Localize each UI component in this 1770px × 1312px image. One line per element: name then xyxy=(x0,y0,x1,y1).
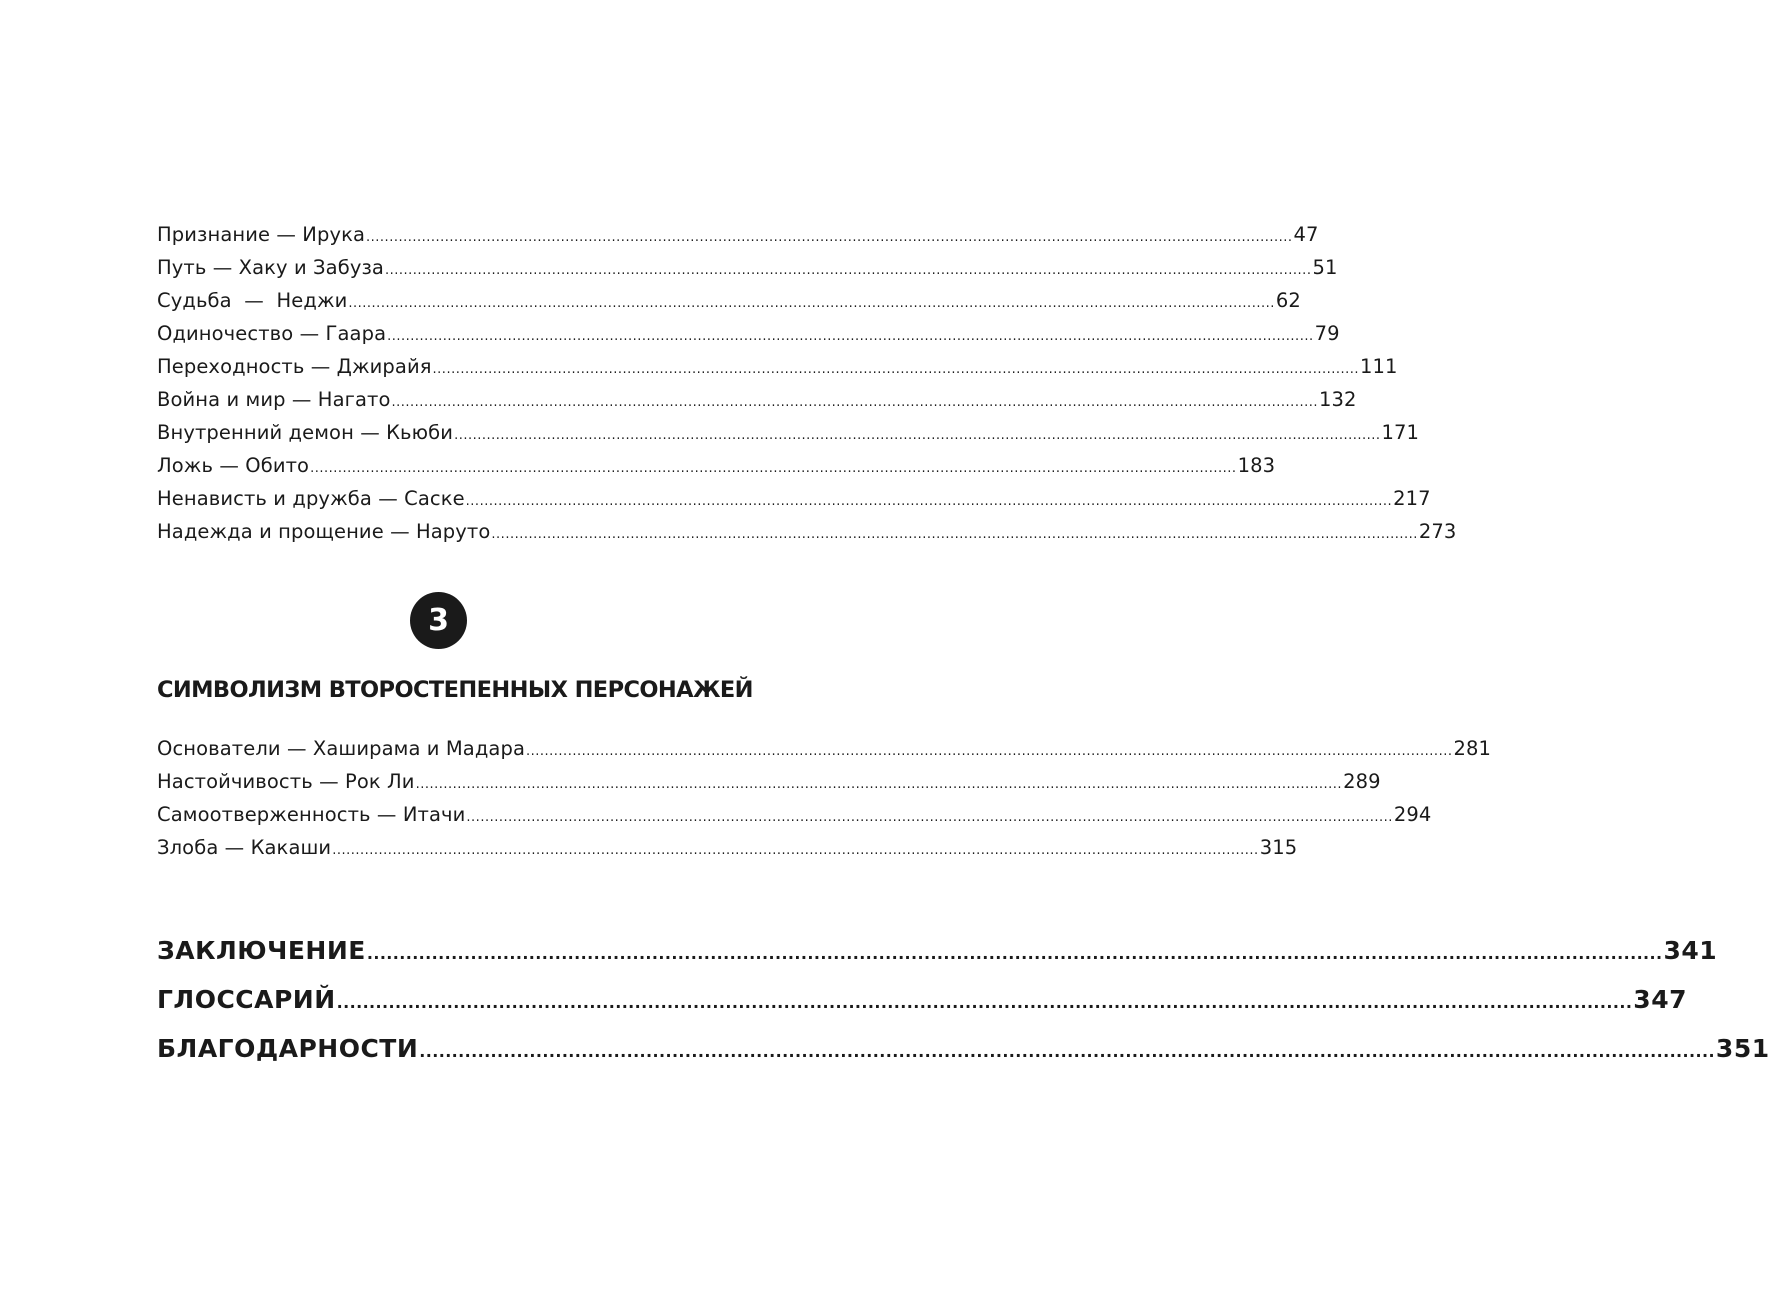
toc-entry-title: Внутренний демон — Кьюби xyxy=(157,421,454,444)
toc-entry-title: ГЛОССАРИЙ xyxy=(157,985,336,1014)
dot-leader: ........................................................................................................................................................................................................ xyxy=(419,1042,1715,1061)
toc-entry[interactable] xyxy=(157,317,1340,350)
toc-entry-page: 341 xyxy=(1663,936,1718,965)
dot-leader: ........................................................................................................................................................................................................ xyxy=(526,744,1453,759)
toc-entry-title: Основатели — Хаширама и Мадара xyxy=(157,737,525,760)
toc-entry[interactable] xyxy=(157,449,1276,482)
toc-entry-page: 217 xyxy=(1393,487,1431,510)
toc-entry[interactable] xyxy=(157,383,1357,416)
toc-entry-major[interactable] xyxy=(157,1024,1770,1073)
toc-entry-page: 273 xyxy=(1418,520,1457,543)
toc-entry-page: 347 xyxy=(1633,985,1687,1014)
toc-entry[interactable] xyxy=(157,251,1338,284)
toc-entry-page: 351 xyxy=(1715,1034,1770,1063)
toc-entry-title: Переходность — Джирайя xyxy=(157,355,432,378)
toc-entry-page: 62 xyxy=(1275,289,1301,312)
chapter-number: 3 xyxy=(428,603,449,638)
dot-leader: ........................................................................................................................................................................................................ xyxy=(387,329,1314,344)
toc-entry-title: Самоотверженность — Итачи xyxy=(157,803,466,826)
toc-entry-title: Надежда и прощение — Наруто xyxy=(157,520,491,543)
toc-entry[interactable] xyxy=(157,831,1298,864)
dot-leader: ........................................................................................................................................................................................................ xyxy=(310,461,1237,476)
toc-entry-page: 315 xyxy=(1259,836,1298,859)
toc-entry-title: Ненависть и дружба — Саске xyxy=(157,487,465,510)
dot-leader: ........................................................................................................................................................................................................ xyxy=(348,296,1275,311)
toc-entry[interactable] xyxy=(157,798,1432,831)
toc-entry-title: Злоба — Какаши xyxy=(157,836,332,859)
toc-entry[interactable] xyxy=(157,482,1431,515)
toc-entry[interactable] xyxy=(157,515,1457,548)
dot-leader: ........................................................................................................................................................................................................ xyxy=(465,494,1393,509)
section-heading: СИМВОЛИЗМ ВТОРОСТЕПЕННЫХ ПЕРСОНАЖЕЙ xyxy=(157,677,753,703)
dot-leader: ........................................................................................................................................................................................................ xyxy=(366,944,1663,963)
toc-entry-page: 294 xyxy=(1393,803,1432,826)
toc-list-final xyxy=(157,926,1770,1073)
toc-entry-page: 132 xyxy=(1318,388,1357,411)
dot-leader: ........................................................................................................................................................................................................ xyxy=(454,428,1381,443)
dot-leader: ........................................................................................................................................................................................................ xyxy=(384,263,1312,278)
toc-entry-title: БЛАГОДАРНОСТИ xyxy=(157,1034,419,1063)
toc-entry-title: Путь — Хаку и Забуза xyxy=(157,256,384,279)
dot-leader: ........................................................................................................................................................................................................ xyxy=(391,395,1318,410)
dot-leader: ........................................................................................................................................................................................................ xyxy=(491,527,1418,542)
toc-entry-page: 183 xyxy=(1237,454,1276,477)
toc-entry-page: 79 xyxy=(1314,322,1340,345)
dot-leader: ........................................................................................................................................................................................................ xyxy=(432,362,1360,377)
toc-entry-title: Ложь — Обито xyxy=(157,454,310,477)
toc-entry-title: ЗАКЛЮЧЕНИЕ xyxy=(157,936,366,965)
toc-list-part2 xyxy=(157,218,1457,548)
chapter-number-badge xyxy=(410,592,467,649)
toc-entry-title: Признание — Ирука xyxy=(157,223,366,246)
toc-entry-page: 281 xyxy=(1453,737,1491,760)
toc-list-part3 xyxy=(157,732,1491,864)
toc-entry-page: 289 xyxy=(1343,770,1381,793)
toc-entry-page: 47 xyxy=(1293,223,1319,246)
toc-entry-major[interactable] xyxy=(157,975,1687,1024)
toc-entry-title: Настойчивость — Рок Ли xyxy=(157,770,415,793)
toc-entry-major[interactable] xyxy=(157,926,1718,975)
dot-leader: ........................................................................................................................................................................................................ xyxy=(366,230,1293,245)
toc-entry-page: 111 xyxy=(1360,355,1398,378)
toc-entry[interactable] xyxy=(157,732,1491,765)
toc-entry[interactable] xyxy=(157,218,1319,251)
toc-entry[interactable] xyxy=(157,765,1381,798)
dot-leader: ........................................................................................................................................................................................................ xyxy=(415,777,1343,792)
dot-leader: ........................................................................................................................................................................................................ xyxy=(332,843,1259,858)
toc-entry-title: Война и мир — Нагато xyxy=(157,388,391,411)
dot-leader: ........................................................................................................................................................................................................ xyxy=(466,810,1393,825)
toc-entry[interactable] xyxy=(157,350,1398,383)
toc-entry[interactable] xyxy=(157,284,1301,317)
toc-entry-title: Одиночество — Гаара xyxy=(157,322,387,345)
toc-entry[interactable] xyxy=(157,416,1420,449)
dot-leader: ........................................................................................................................................................................................................ xyxy=(336,993,1633,1012)
toc-entry-page: 171 xyxy=(1381,421,1420,444)
toc-entry-page: 51 xyxy=(1312,256,1338,279)
toc-entry-title: Судьба — Неджи xyxy=(157,289,348,312)
